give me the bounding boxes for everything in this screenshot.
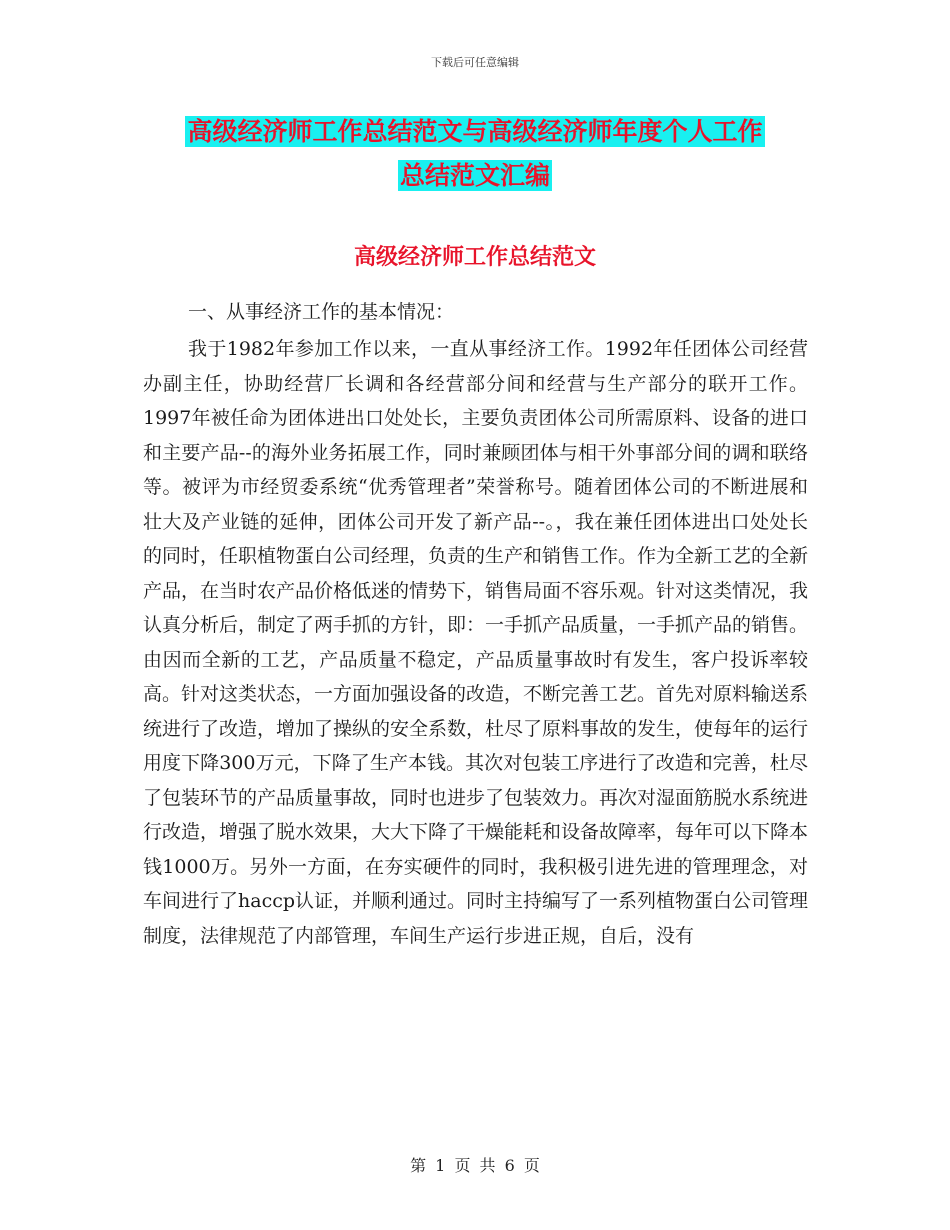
document-title-line-1: 高级经济师工作总结范文与高级经济师年度个人工作 — [187, 117, 763, 146]
section-title: 高级经济师工作总结范文 — [353, 245, 596, 270]
document-title-line-2: 总结范文汇编 — [399, 161, 550, 190]
page-header-note: 下载后可任意编辑 — [431, 56, 519, 69]
body-paragraph: 我于1982年参加工作以来，一直从事经济工作。1992年任团体公司经营办副主任，协助经营厂长调和各经营部分间和经营与生产部分的联开工作。1997年被任命为团体进出口处处长，主要负责团体公司所需原料、设备的进口和主要产品--的海外业务拓展工作，同时兼顾团体与相干外事部分间的调和联络等。被评为市经贸委系统“优秀管理者”荣誉称号。随着团体公司的不断进展和壮大及产业链的延伸，团体公司开发了新产品--。，我在兼任团体进出口处处长的同时，任职植物蛋白公司经理，负责的生产和销售工作。作为全新工艺的全新产品，在当时农产品价格低迷的情势下，销售局面不容乐观。针对这类情况，我认真分析后，制定了两手抓的方针，即：一手抓产品质量，一手抓产品的销售。由因而全新的工艺，产品质量不稳定，产品质量事故时有发生，客户投诉率较高。针对这类状态，一方面加强设备的改造，不断完善工艺。首先对原料输送系统进行了改造，增加了操纵的安全系数，杜尽了原料事故的发生，使每年的运行用度下降300万元，下降了生产本钱。其次对包装工序进行了改造和完善，杜尽了包装环节的产品质量事故，同时也进步了包装效力。再次对湿面筋脱水系统进行改造，增强了脱水效果，大大下降了干燥能耗和设备故障率，每年可以下降本钱1000万。另外一方面，在夯实硬件的同时，我积极引进先进的管理理念，对车间进行了haccp认证，并顺利通过。同时主持编写了一系列植物蛋白公司管理制度，法律规范了内部管理，车间生产运行步进正规，自后，没有 — [143, 338, 809, 947]
page-number-footer: 第 1 页 共 6 页 — [410, 1156, 540, 1175]
subheading: 一、从事经济工作的基本情况： — [188, 301, 455, 323]
document-title — [140, 110, 810, 198]
